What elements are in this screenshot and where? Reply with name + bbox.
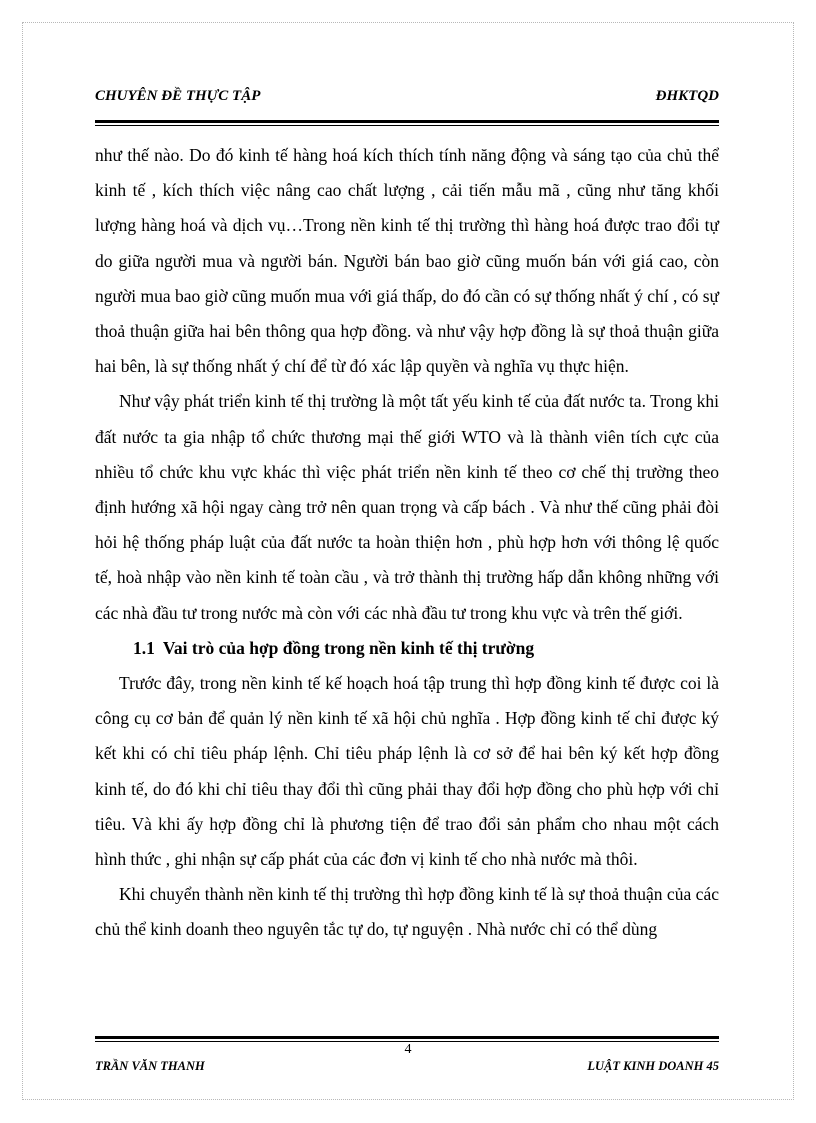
- document-body: [95, 138, 719, 948]
- section-heading: [95, 631, 719, 666]
- footer-course: LUẬT KINH DOANH 45: [587, 1059, 719, 1073]
- section-title: Vai trò của hợp đồng trong nền kinh tế thị trường: [162, 637, 535, 658]
- header-rule-thin: [95, 125, 719, 126]
- paragraph: Như vậy phát triển kinh tế thị trường là một tất yếu kinh tế của đất nước ta. Trong khi đất nước ta gia nhập tổ chức thương mại thế giới WTO và là thành viên tích cực của nhiều tổ chức khu vực khác thì việc phát triển nền kinh tế theo cơ chế thị trường theo định hướng xã hội ngay càng trở nên quan trọng và cấp bách . Và như thế cũng phải đòi hỏi hệ thống pháp luật của đất nước ta hoàn thiện hơn , phù hợp hơn với thông lệ quốc tế, hoà nhập vào nền kinh tế toàn cầu , và trở thành thị trường hấp dẫn không những với các nhà đầu tư trong nước mà còn với các nhà đầu tư trong khu vực và trên thế giới.: [95, 391, 719, 623]
- footer-rule-thick: [95, 1036, 719, 1039]
- paragraph: Khi chuyển thành nền kinh tế thị trường thì hợp đồng kinh tế là sự thoả thuận của các chủ thể kinh doanh theo nguyên tắc tự do, tự nguyện . Nhà nước chỉ có thể dùng: [95, 884, 719, 940]
- footer-author: TRẦN VĂN THANH: [95, 1059, 205, 1073]
- paragraph-continued: như thế nào. Do đó kinh tế hàng hoá kích thích tính năng động và sáng tạo của chủ thể kinh tế , kích thích việc nâng cao chất lượng , cải tiến mẫu mã , cũng như tăng khối lượng hàng hoá và dịch vụ…Trong nền kinh tế thị trường thì hàng hoá được trao đổi tự do giữa người mua và người bán. Người bán bao giờ cũng muốn bán với giá cao, còn người mua bao giờ cũng muốn mua với giá thấp, do đó cần có sự thống nhất ý chí , có sự thoả thuận giữa hai bên thông qua hợp đồng. và như vậy hợp đồng là sự thoả thuận giữa hai bên, là sự thống nhất ý chí để từ đó xác lập quyền và nghĩa vụ thực hiện.: [95, 145, 719, 377]
- header-rule-thick: [95, 120, 719, 123]
- paragraph: Trước đây, trong nền kinh tế kế hoạch hoá tập trung thì hợp đồng kinh tế được coi là công cụ cơ bản để quản lý nền kinh tế xã hội chủ nghĩa . Hợp đồng kinh tế chỉ được ký kết khi có chỉ tiêu pháp lệnh. Chỉ tiêu pháp lệnh là cơ sở để hai bên ký kết hợp đồng kinh tế, do đó khi chỉ tiêu thay đổi thì cũng phải thay đổi hợp đồng cho phù hợp với chỉ tiêu. Và khi ấy hợp đồng chỉ là phương tiện để trao đổi sản phẩm cho nhau một cách hình thức , ghi nhận sự cấp phát của các đơn vị kinh tế cho nhà nước mà thôi.: [95, 673, 719, 870]
- header-institution: ĐHKTQD: [655, 88, 719, 104]
- page-header: [95, 84, 719, 110]
- header-title: CHUYÊN ĐỀ THỰC TẬP: [95, 88, 261, 104]
- page-footer: [95, 1055, 719, 1079]
- page-number: 4: [404, 1042, 412, 1057]
- section-number: 1.1: [133, 637, 155, 658]
